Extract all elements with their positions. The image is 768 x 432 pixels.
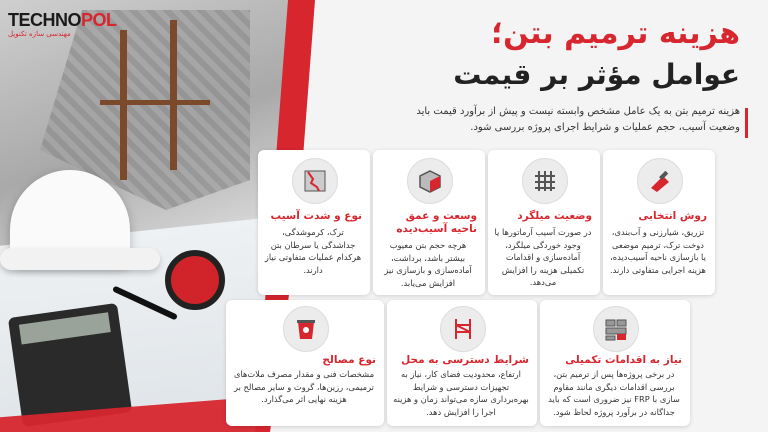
card-title: وضعیت میلگرد xyxy=(517,210,592,222)
card-title: شرایط دسترسی به محل xyxy=(401,354,529,366)
card-text: ترک، کرموشدگی، جداشدگی یا سرطان بتن هرکدام عملیات متفاوتی نیاز دارند. xyxy=(264,227,362,275)
intro-paragraph: هزینه ترمیم بتن به یک عامل مشخص وابسته نیست و پیش از برآورد قیمت باید وضعیت آسیب، حجم عملیات و شرایط اجرای پروژه بررسی شود. xyxy=(416,106,740,133)
card-damage-type xyxy=(258,150,370,295)
page-title-line1: هزینه ترمیم بتن؛ xyxy=(491,16,740,51)
rebar xyxy=(100,100,210,105)
card-title: وسعت و عمق ناحیه آسیب‌دیده xyxy=(396,210,477,235)
card-title: نیاز به اقدامات تکمیلی xyxy=(565,354,682,366)
card-title: نوع مصالح xyxy=(322,354,376,366)
card-selected-method xyxy=(603,150,715,295)
cube-icon xyxy=(407,158,453,204)
rebar xyxy=(170,20,177,170)
card-title: نوع و شدت آسیب xyxy=(270,210,362,222)
card-damage-extent xyxy=(373,150,485,295)
helmet-brim xyxy=(0,248,160,270)
card-title: روش انتخابی xyxy=(638,210,707,222)
card-text: در برخی پروژه‌ها پس از ترمیم بتن، بررسی اقدامات دیگری مانند مقاوم سازی با FRP نیز ضروری است که باید جداگانه در برآورد پروژه لحاظ شود. xyxy=(548,369,680,417)
scaffolding-icon xyxy=(440,306,486,352)
brand-logo[interactable] xyxy=(8,10,117,38)
card-materials xyxy=(226,300,384,426)
brand-tagline: مهندسی سازه تکنوپل xyxy=(8,30,71,38)
card-text: مشخصات فنی و مقدار مصرف ملات‌های ترمیمی، رزین‌ها، گروت و سایر مصالح بر هزینه نهایی اثر می‌گذارد. xyxy=(233,369,375,404)
material-bucket-icon xyxy=(283,306,329,352)
card-text: در صورت آسیب آرماتورها یا وجود خوردگی میلگرد، آماده‌سازی و اقدامات تکمیلی هزینه را افزایش می‌دهد. xyxy=(494,227,592,287)
card-text: هرچه حجم بتن معیوب بیشتر باشد، برداشت، آماده‌سازی و بازسازی نیز افزایش می‌یابد. xyxy=(384,240,472,288)
card-additional-measures xyxy=(540,300,690,426)
card-text: ارتفاع، محدودیت فضای کار، نیاز به تجهیزات دسترسی و شرایط بهره‌برداری سازه می‌تواند زمان و هزینه اجرا را افزایش دهد. xyxy=(393,369,529,417)
intro-accent-bar xyxy=(745,108,748,138)
brand-name: TECHNOPOL xyxy=(8,10,117,30)
cracked-surface-icon xyxy=(292,158,338,204)
brick-wall-icon xyxy=(593,306,639,352)
rebar-grid-icon xyxy=(522,158,568,204)
measuring-tape-icon xyxy=(165,250,225,310)
card-rebar-condition xyxy=(488,150,600,295)
rebar xyxy=(120,30,127,180)
card-site-access xyxy=(387,300,537,426)
trowel-icon xyxy=(637,158,683,204)
card-text: تزریق، شیارزنی و آب‌بندی، دوخت ترک، ترمیم موضعی یا بازسازی ناحیه آسیب‌دیده، هزینه اجرایی متفاوتی دارند. xyxy=(610,227,706,275)
page-title-line2: عوامل مؤثر بر قیمت xyxy=(453,58,740,91)
